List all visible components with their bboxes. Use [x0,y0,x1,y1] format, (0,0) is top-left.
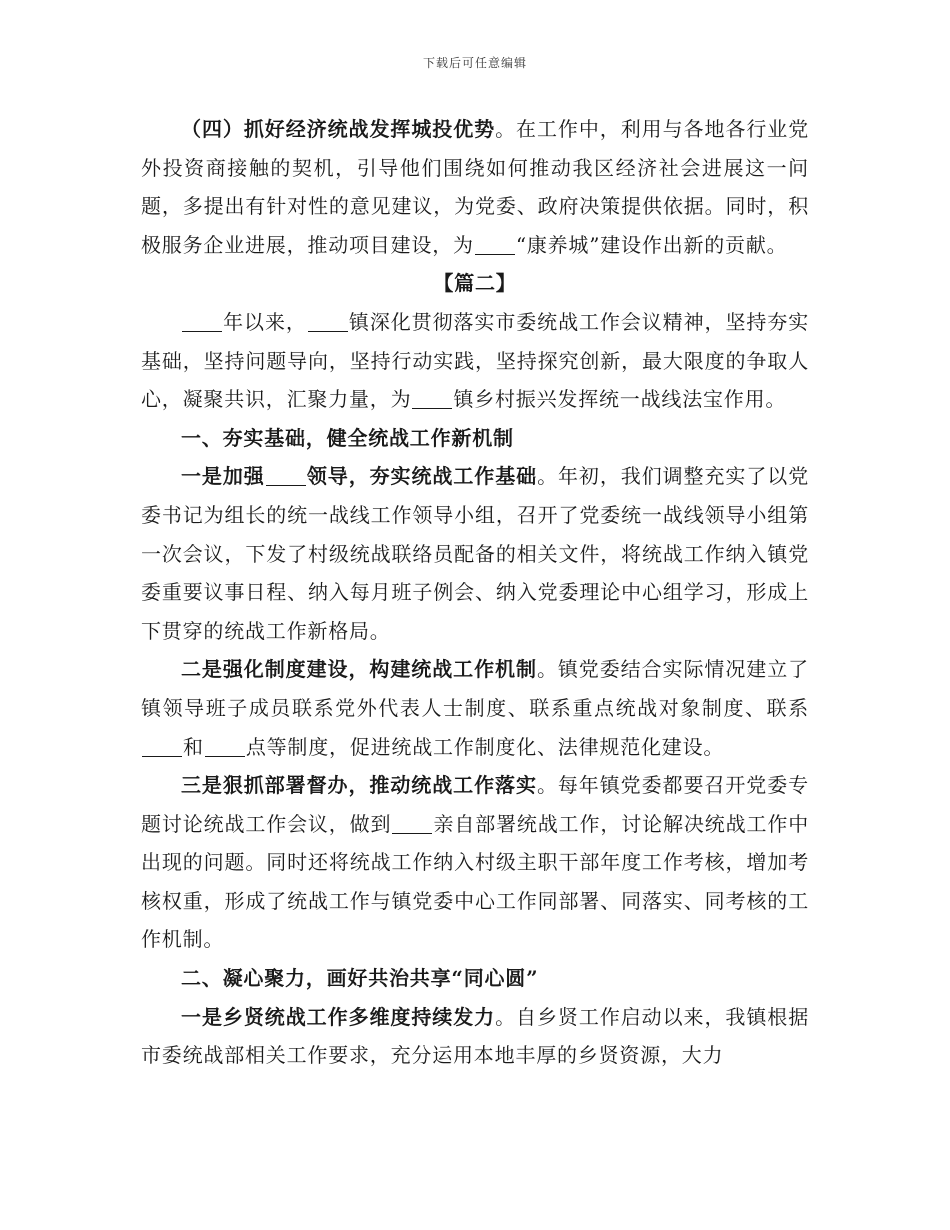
paragraph-leadership [141,457,809,650]
paragraph-text: 和 [183,734,204,759]
blank-line [266,465,306,486]
paragraph-text: 镇乡村振兴发挥统一战线法宝作用。 [453,387,787,412]
paragraph-lead: 二是强化制度建设，构建统战工作机制 [181,657,537,682]
blank-line [182,311,222,332]
paragraph-text: 年以来， [223,309,307,334]
document-body [141,110,809,1075]
blank-line [308,311,348,332]
paragraph-local-sages [141,998,809,1075]
heading-one: 一、夯实基础，健全统战工作新机制 [181,425,514,450]
paragraph-text: 。在工作中，利用与各地各行业党外投资商接触的契机，引导他们围绕如何推动我区经济社会进展这一问题，多提出有针对性的意见建议，为党委、政府决策提供依据。同时，积极服务企业进展，推动项目建设，为 [141,117,810,257]
paragraph-intro [141,303,809,419]
paragraph-text: 。镇党委结合实际情况建立了镇领导班子成员联系党外代表人士制度、联系重点统战对象制度、联系 [141,657,809,720]
paragraph-text: 亲自部署统战工作，讨论解决统战工作中出现的问题。同时还将统战工作纳入村级主职干部年度工作考核，增加考核权重，形成了统战工作与镇党委中心工作同部署、同落实、同考核的工作机制。 [141,811,809,952]
paragraph-text: 。年初，我们调整充实了以党委书记为组长的统一战线工作领导小组，召开了党委统一战线领导小组第一次会议，下发了村级统战联络员配备的相关文件，将统战工作纳入镇党委重要议事日程、纳入每月班子例会、纳入党委理论中心组学习，形成上下贯穿的统战工作新格局。 [141,464,809,643]
paragraph-lead: 领导，夯实统战工作基础 [306,464,538,489]
blank-line [475,234,515,255]
paragraph-text: 。自乡贤工作启动以来，我镇根据市委统战部相关工作要求，充分运用本地丰厚的乡贤资源，大力 [141,1004,810,1068]
paragraph-text: 镇深化贯彻落实市委统战工作会议精神，坚持夯实基础，坚持问题导向，坚持行动实践，坚持探究创新，最大限度的争取人心，凝聚共识，汇聚力量，为 [141,309,809,412]
blank-line [412,388,452,409]
blank-line [142,736,182,757]
paragraph-text: “康养城”建设作出新的贡献。 [515,232,788,257]
paragraph-text: 。每年镇党委都要召开党委专题讨论统战工作会议，做到 [141,773,809,836]
paragraph-economic-united-front [141,110,809,264]
paragraph-system-building [141,650,809,766]
heading-two: 二、凝心聚力，画好共治共享“同心圆” [181,966,539,991]
blank-line [392,813,432,834]
paragraph-lead: 三是狠抓部署督办，推动统战工作落实 [181,773,537,798]
page-header: 下载后可任意编辑 [422,56,527,70]
paragraph-supervision [141,766,809,959]
paragraph-lead: 一是加强 [181,464,265,489]
paragraph-lead: （四）抓好经济统战发挥城投优势 [181,117,496,141]
paragraph-lead: 一是乡贤统战工作多维度持续发力 [181,1004,496,1029]
paragraph-text: 点等制度，促进统战工作制度化、法律规范化建设。 [245,734,725,759]
blank-line [205,736,245,757]
section-title: 【篇二】 [433,271,517,296]
